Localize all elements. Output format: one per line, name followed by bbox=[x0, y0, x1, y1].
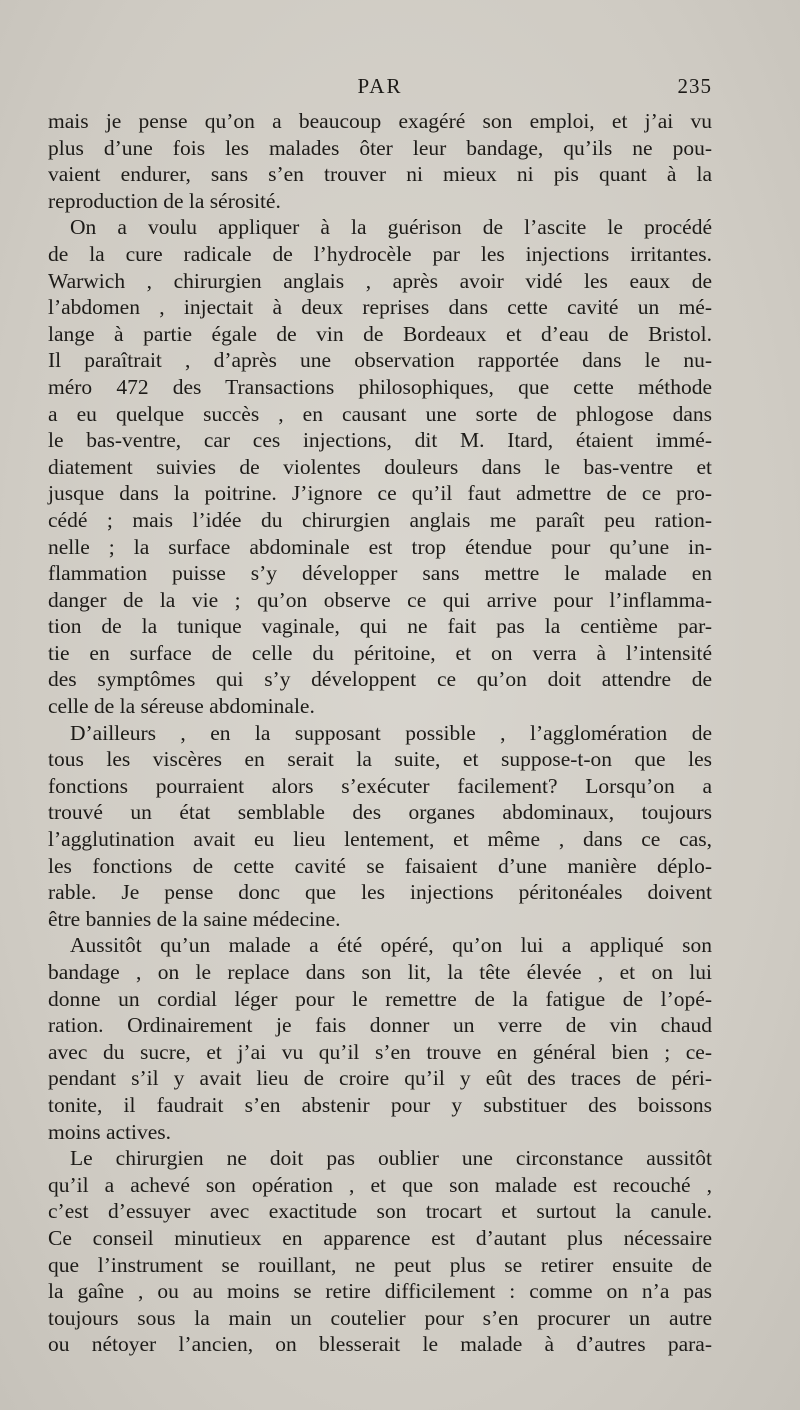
text-line: rable. Je pense donc que les injections péritonéales doivent bbox=[48, 880, 712, 905]
text-line: jusque dans la poitrine. J’ignore ce qu’il faut admettre de ce pro- bbox=[48, 481, 712, 506]
text-line: l’abdomen , injectait à deux reprises dans cette cavité un mé- bbox=[48, 295, 712, 320]
text-line: le bas-ventre, car ces injections, dit M. Itard, étaient immé- bbox=[48, 428, 712, 453]
text-line: D’ailleurs , en la supposant possible , l’agglomération de bbox=[70, 720, 712, 745]
text-line: mais je pense qu’on a beaucoup exagéré son emploi, et j’ai vu bbox=[48, 109, 712, 133]
text-line: diatement suivies de violentes douleurs dans le bas-ventre et bbox=[48, 454, 712, 479]
text-line: Warwich , chirurgien anglais , après avoir vidé les eaux de bbox=[48, 268, 712, 293]
text-line: Aussitôt qu’un malade a été opéré, qu’on lui a appliqué son bbox=[70, 933, 712, 958]
text-line: tous les viscères en serait la suite, et suppose-t-on que les bbox=[48, 747, 712, 772]
text-line: fonctions pourraient alors s’exécuter facilement? Lorsqu’on a bbox=[48, 773, 712, 798]
text-line: ou nétoyer l’ancien, on blesserait le malade à d’autres para- bbox=[48, 1332, 712, 1357]
text-line: bandage , on le replace dans son lit, la tête élevée , et on lui bbox=[48, 960, 712, 984]
text-line: nelle ; la surface abdominale est trop étendue pour qu’une in- bbox=[48, 534, 712, 559]
text-line: plus d’une fois les malades ôter leur bandage, qu’ils ne pou- bbox=[48, 135, 712, 160]
text-line: la gaîne , ou au moins se retire difficilement : comme on n’a pas bbox=[48, 1279, 712, 1304]
text-line: l’agglutination avait eu lieu lentement, et même , dans ce cas, bbox=[48, 827, 712, 852]
text-line: celle de la séreuse abdominale. bbox=[48, 694, 315, 719]
body-text bbox=[48, 108, 712, 1358]
text-line: qu’il a achevé son opération , et que son malade est recouché , bbox=[48, 1172, 712, 1197]
text-line: trouvé un état semblable des organes abdominaux, toujours bbox=[48, 800, 712, 825]
text-line: Le chirurgien ne doit pas oublier une circonstance aussitôt bbox=[70, 1146, 712, 1171]
text-line: pendant s’il y avait lieu de croire qu’il y eût des traces de péri- bbox=[48, 1066, 712, 1091]
text-line: danger de la vie ; qu’on observe ce qui arrive pour l’inflamma- bbox=[48, 587, 712, 612]
text-line: a eu quelque succès , en causant une sorte de phlogose dans bbox=[48, 401, 712, 426]
text-line: donne un cordial léger pour le remettre de la fatigue de l’opé- bbox=[48, 986, 712, 1011]
text-line: avec du sucre, et j’ai vu qu’il s’en trouve en général bien ; ce- bbox=[48, 1039, 712, 1064]
text-line: toujours sous la main un coutelier pour s’en procurer un autre bbox=[48, 1305, 712, 1330]
text-line: reproduction de la sérosité. bbox=[48, 188, 281, 213]
text-line: cédé ; mais l’idée du chirurgien anglais me paraît peu ration- bbox=[48, 507, 712, 532]
text-line: flammation puisse s’y développer sans mettre le malade en bbox=[48, 561, 712, 586]
text-line: de la cure radicale de l’hydrocèle par les injections irritantes. bbox=[48, 241, 712, 266]
text-line: tonite, il faudrait s’en abstenir pour y substituer des boissons bbox=[48, 1092, 712, 1117]
page-header bbox=[48, 74, 712, 104]
text-line: tion de la tunique vaginale, qui ne fait pas la centième par- bbox=[48, 614, 712, 639]
text-line: les fonctions de cette cavité se faisaient d’une manière déplo- bbox=[48, 853, 712, 878]
text-line: Ce conseil minutieux en apparence est d’autant plus nécessaire bbox=[48, 1225, 712, 1250]
text-line: lange à partie égale de vin de Bordeaux et d’eau de Bristol. bbox=[48, 321, 712, 346]
text-line: vaient endurer, sans s’en trouver ni mieux ni pis quant à la bbox=[48, 162, 712, 187]
running-title: PAR bbox=[357, 74, 403, 98]
page-number: 235 bbox=[677, 74, 712, 98]
text-line: que l’instrument se rouillant, ne peut plus se retirer ensuite de bbox=[48, 1252, 712, 1277]
text-line: ration. Ordinairement je fais donner un verre de vin chaud bbox=[48, 1013, 712, 1038]
text-line: On a voulu appliquer à la guérison de l’ascite le procédé bbox=[70, 215, 712, 240]
text-line: c’est d’essuyer avec exactitude son trocart et surtout la canule. bbox=[48, 1199, 712, 1224]
text-line: moins actives. bbox=[48, 1119, 172, 1144]
text-line: méro 472 des Transactions philosophiques, que cette méthode bbox=[48, 374, 712, 399]
text-line: tie en surface de celle du péritoine, et on verra à l’intensité bbox=[48, 640, 712, 665]
text-line: Il paraîtrait , d’après une observation rapportée dans le nu- bbox=[48, 348, 712, 373]
text-line: être bannies de la saine médecine. bbox=[48, 906, 341, 931]
text-line: des symptômes qui s’y développent ce qu’on doit attendre de bbox=[48, 667, 712, 692]
